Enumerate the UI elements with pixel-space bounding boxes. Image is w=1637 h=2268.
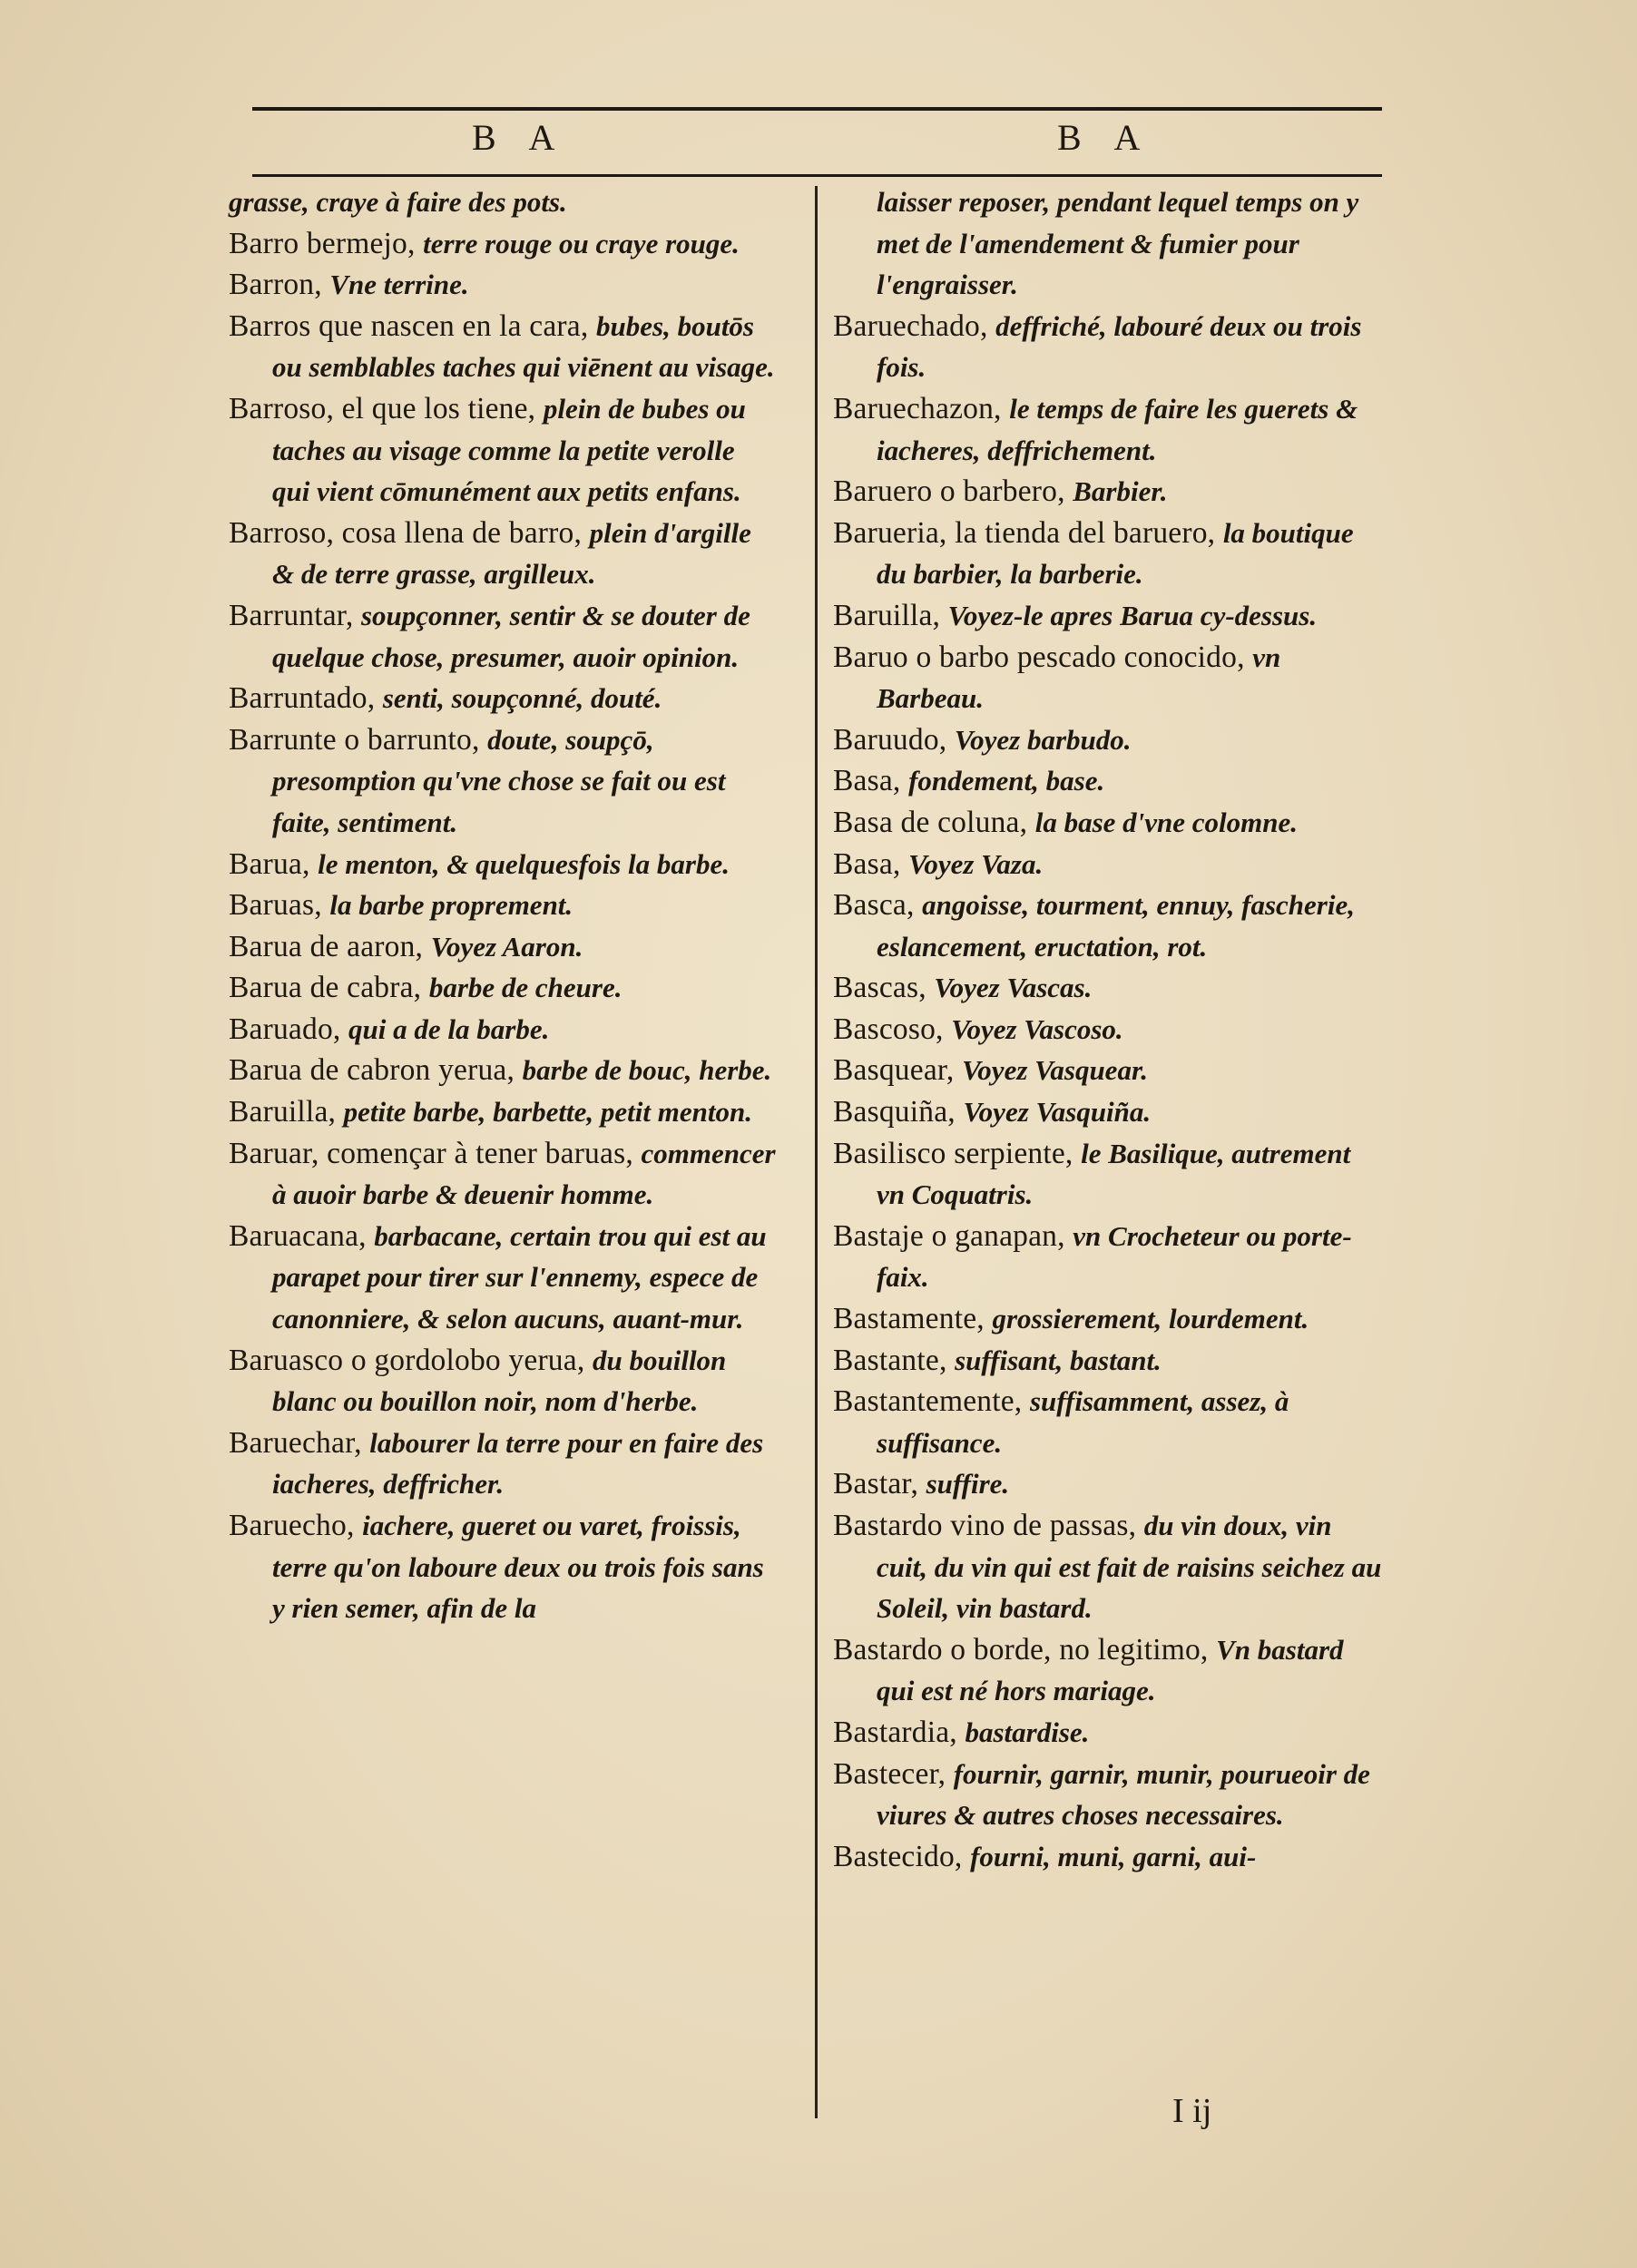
entry-definition: Voyez Vaza. [908,847,1044,880]
entry-definition: Voyez Vascoso. [951,1012,1123,1045]
dictionary-entry [833,1836,1382,1878]
entry-definition: suffire. [926,1468,1010,1501]
dictionary-entry [229,967,778,1009]
top-rule [252,107,1382,111]
entry-definition: doute, soupçō, presomption qu'vne chose se fait ou est faite, sentiment. [272,723,726,838]
entry-headword: Baruecho, [229,1509,363,1542]
entry-headword: Baruilla, [229,1095,344,1129]
entry-definition: du bouillon blanc ou bouillon noir, nom d'herbe. [272,1344,727,1418]
dictionary-entry [833,388,1382,471]
entry-definition: terre rouge ou craye rouge. [423,227,740,259]
dictionary-entry [833,595,1382,637]
entry-definition: Voyez Vasquear. [962,1054,1149,1087]
entry-headword: Basquear, [833,1053,963,1088]
entry-definition: grossierement, lourdement. [992,1303,1309,1335]
entry-definition: soupçonner, sentir & se douter de quelque chose, presumer, auoir opinion. [272,599,750,673]
dictionary-entry [833,306,1382,388]
dictionary-entry [833,760,1382,802]
entry-headword: Barroso, el que los tiene, [229,391,544,425]
entry-definition: vn Barbeau. [877,640,1281,715]
entry-definition: Barbier. [1073,475,1168,508]
dictionary-entry [833,181,1382,306]
entry-definition: le Basilique, autrement vn Coquatris. [877,1137,1351,1211]
entry-headword: Barrunte o barrunto, [229,722,488,757]
entry-headword: Bastantemente, [833,1384,1030,1419]
entry-headword: Barua de aaron, [229,929,431,963]
dictionary-entry [229,844,778,885]
entry-definition: plein de bubes ou taches au visage comme la petite verolle qui vient cōmunément aux petits enfans. [272,392,746,508]
dictionary-entry [229,1009,778,1051]
entry-definition: fondement, base. [908,765,1105,797]
dictionary-entry [833,1050,1382,1091]
dictionary-entry [833,513,1382,595]
entry-definition: Vne terrine. [329,269,469,301]
entry-definition: suffisamment, assez, à suffisance. [877,1385,1289,1459]
entry-headword: Baruado, [229,1012,349,1046]
entry-definition: Voyez Vasquiña. [963,1096,1152,1129]
entry-definition: Voyez-le apres Barua cy-dessus. [947,599,1318,631]
entry-definition: commencer à auoir barbe & deuenir homme. [272,1137,776,1211]
entry-definition: la boutique du barbier, la barberie. [877,516,1354,591]
dictionary-entry [833,637,1382,719]
dictionary-entry [229,223,778,265]
dictionary-entry [833,885,1382,967]
entry-headword: Basilisco serpiente, [833,1136,1082,1170]
header-rule [252,174,1382,177]
dictionary-entry [833,1133,1382,1216]
entry-definition: barbe de cheure. [428,972,622,1004]
dictionary-entry [833,1463,1382,1505]
dictionary-entry [833,1091,1382,1133]
entry-definition: grasse, craye à faire des pots. [229,186,567,218]
entry-definition: labourer la terre pour en faire des iacheres, deffricher. [272,1426,764,1501]
dictionary-entry [833,1712,1382,1754]
entry-headword: Baruas, [229,888,330,923]
entry-definition: laisser reposer, pendant lequel temps on y met de l'amendement & fumier pour l'engraisser. [877,186,1359,301]
entry-headword: Barua, [229,846,319,881]
entry-headword: Barruntado, [229,681,383,716]
entry-definition: vn Crocheteur ou porte-faix. [877,1219,1352,1294]
entry-definition: Voyez Aaron. [430,930,583,963]
dictionary-entry [229,513,778,595]
entry-headword: Baruilla, [833,598,948,632]
entry-headword: Bastardia, [833,1715,966,1749]
running-head-right: B A [1057,117,1153,158]
entry-headword: Bascas, [833,971,935,1005]
left-column [229,181,778,1629]
entry-headword: Barro bermejo, [229,226,424,260]
entry-headword: Barua de cabra, [229,971,429,1005]
entry-headword: Basquiña, [833,1095,964,1129]
entry-definition: qui a de la barbe. [348,1012,550,1045]
dictionary-entry [833,1216,1382,1298]
dictionary-entry [833,1505,1382,1629]
entry-headword: Bastar, [833,1467,926,1501]
entry-headword: Barron, [229,268,330,302]
entry-definition: la base d'vne colomne. [1034,806,1299,838]
dictionary-entry [833,844,1382,885]
entry-headword: Basa, [833,764,909,798]
entry-definition: suffisant, bastant. [955,1344,1162,1376]
entry-headword: Barros que nascen en la cara, [229,308,597,343]
column-divider [815,186,818,2118]
dictionary-entry [229,1505,778,1629]
dictionary-entry [833,1381,1382,1463]
dictionary-entry [833,1340,1382,1382]
entry-definition: deffriché, labouré deux ou trois fois. [877,309,1362,384]
entry-definition: le menton, & quelquesfois la barbe. [318,847,730,880]
dictionary-entry [229,181,778,223]
entry-definition: la barbe proprement. [329,889,573,922]
entry-headword: Bastardo o borde, no legitimo, [833,1632,1217,1667]
entry-headword: Baruudo, [833,722,955,757]
entry-definition: senti, soupçonné, douté. [382,682,662,715]
dictionary-entry [229,678,778,719]
entry-definition: Vn bastard qui est né hors mariage. [877,1633,1344,1707]
entry-definition: barbe de bouc, herbe. [522,1054,772,1087]
entry-headword: Basca, [833,888,923,923]
running-head-left: B A [472,117,568,158]
entry-definition: Voyez barbudo. [954,723,1132,756]
entry-headword: Barua de cabron yerua, [229,1053,523,1088]
entry-headword: Bascoso, [833,1012,952,1046]
entry-headword: Baruar, començar à tener baruas, [229,1136,642,1170]
entry-headword: Baruero o barbero, [833,474,1073,509]
dictionary-entry [833,719,1382,761]
entry-headword: Basa, [833,846,909,881]
entry-definition: fournir, garnir, munir, pourueoir de viures & autres choses necessaires. [877,1757,1370,1832]
dictionary-entry [229,926,778,968]
entry-headword: Baruechazon, [833,391,1010,425]
right-column [833,181,1382,1877]
entry-definition: bubes, boutōs ou semblables taches qui viēnent au visage. [272,309,775,384]
entry-headword: Barueria, la tienda del baruero, [833,515,1223,550]
entry-definition: du vin doux, vin cuit, du vin qui est fait de raisins seichez au Soleil, vin bastard. [877,1510,1382,1625]
entry-headword: Baruo o barbo pescado conocido, [833,640,1253,674]
dictionary-entry [229,719,778,844]
entry-headword: Baruacana, [229,1218,375,1253]
dictionary-entry [833,1629,1382,1712]
dictionary-entry [229,1216,778,1340]
dictionary-entry [229,388,778,513]
entry-headword: Baruechado, [833,308,996,343]
entry-definition: plein d'argille & de terre grasse, argilleux. [272,516,751,591]
dictionary-entry [833,802,1382,844]
dictionary-entry [229,1422,778,1505]
dictionary-entry [229,1091,778,1133]
entry-headword: Baruechar, [229,1425,370,1460]
entry-headword: Baruasco o gordolobo yerua, [229,1343,593,1377]
entry-definition: angoisse, tourment, ennuy, fascherie, eslancement, eructation, rot. [877,889,1355,963]
entry-headword: Bastardo vino de passas, [833,1509,1144,1542]
entry-definition: bastardise. [965,1716,1090,1748]
entry-definition: fourni, muni, garni, aui- [970,1840,1257,1872]
dictionary-entry [833,1754,1382,1836]
dictionary-entry [229,595,778,678]
entry-definition: barbacane, certain trou qui est au parapet pour tirer sur l'ennemy, espece de canonniere, & selon aucuns, auant-mur. [272,1219,767,1335]
entry-headword: Bastamente, [833,1302,993,1336]
dictionary-entry [833,1009,1382,1051]
dictionary-entry [229,1050,778,1091]
dictionary-entry [229,264,778,306]
dictionary-entry [229,1133,778,1216]
dictionary-entry [833,1298,1382,1340]
entry-definition: iachere, gueret ou varet, froissis, terre qu'on laboure deux ou trois fois sans y rien semer, afin de la [272,1510,764,1625]
entry-headword: Bastecido, [833,1839,971,1873]
entry-definition: Voyez Vascas. [934,972,1093,1004]
entry-headword: Bastecer, [833,1756,954,1791]
entry-headword: Barroso, cosa llena de barro, [229,515,590,550]
entry-definition: petite barbe, barbette, petit menton. [343,1096,752,1129]
dictionary-entry [229,306,778,388]
entry-headword: Bastante, [833,1343,956,1377]
entry-headword: Barruntar, [229,598,361,632]
dictionary-entry [833,471,1382,513]
dictionary-entry [229,1340,778,1422]
entry-definition: le temps de faire les guerets & iacheres, deffrichement. [877,392,1358,466]
dictionary-entry [229,885,778,926]
entry-headword: Bastaje o ganapan, [833,1218,1073,1253]
entry-headword: Basa de coluna, [833,805,1035,839]
dictionary-entry [833,967,1382,1009]
signature-mark: I ij [1172,2092,1212,2130]
